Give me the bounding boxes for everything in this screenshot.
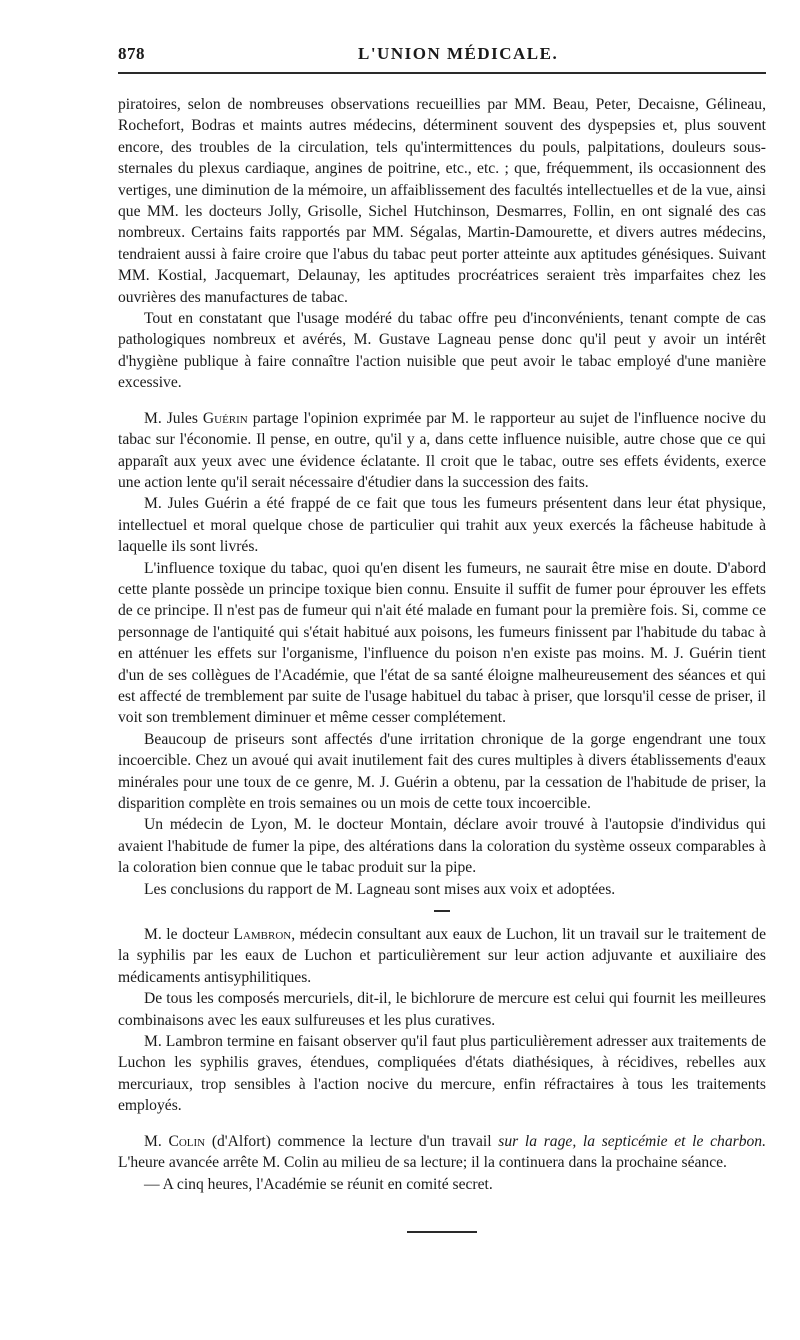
paragraph-9 [118, 924, 766, 988]
page-number: 878 [118, 44, 145, 63]
paragraph-7: Un médecin de Lyon, M. le docteur Montain, déclare avoir trouvé à l'autopsie d'individus qui avaient l'habitude de fumer la pipe, des altérations dans la coloration du système osseux comparables à la coloration bien connue que le tabac produit sur la pipe. [118, 816, 766, 877]
paragraph-3-text: partage l'opinion exprimée par M. le rapporteur au sujet de l'influence nocive du tabac sur l'économie. Il pense, en outre, qu'il y a, dans cette influence nuisible, autre chose que ce qui apparaît aux yeux avec une évidence éclatante. Il croit que le tabac, outre ses effets évidents, exerce une action lente qu'il serait nécessaire d'étudier dans la succession des faits. [118, 409, 766, 491]
paragraph-3 [118, 408, 766, 494]
paragraph-12-text: (d'Alfort) commence la lecture d'un travail [205, 1132, 499, 1150]
paragraph-9-lead: M. le docteur [144, 926, 234, 944]
work-title: sur la rage, la septicémie et le charbon. [498, 1132, 766, 1150]
running-title: L'UNION MÉDICALE. [358, 44, 559, 63]
article-body [118, 94, 766, 1233]
paragraph-4: M. Jules Guérin a été frappé de ce fait que tous les fumeurs présentent dans leur état physique, intellectuel et moral quelque chose de particulier qui trahit aux yeux exercés la fâcheuse habitude à laquelle ils sont livrés. [118, 495, 766, 556]
paragraph-12-end: L'heure avancée arrête M. Colin au milieu de sa lecture; il la continuera dans la prochaine séance. [118, 1154, 727, 1172]
paragraph-11: M. Lambron termine en faisant observer qu'il faut plus particulièrement adresser aux traitements de Luchon les syphilis graves, étendues, compliquées d'états diathésiques, à récidives, rebelles aux mercuriaux, trop sensibles à l'action nocive du mercure, enfin réfractaires à tous les traitements employés. [118, 1033, 766, 1115]
paragraph-5: L'influence toxique du tabac, quoi qu'en disent les fumeurs, ne saurait être mise en doute. D'abord cette plante possède un principe toxique bien connu. Ensuite il suffit de fumer pour éprouver les effets de ce principe. Il n'est pas de fumeur qui n'ait été malade en fumant pour la première fois. Si, comme ce personnage de l'antiquité qui s'était habitué aux poisons, les fumeurs finissent par l'habitude du tabac à en atténuer les effets sur l'organisme, l'influence du poison n'en existe pas moins. M. J. Guérin tient d'un de ses collègues de l'Académie, que l'état de sa santé éloigne malheureusement des séances et qui est affecté de tremblement par suite de l'usage habituel du tabac à priser, que lorsqu'il cesse de priser, il voit son tremblement diminuer et même cesser complétement. [118, 559, 766, 727]
speaker-name: Guérin [202, 409, 248, 427]
section-separator [434, 910, 450, 912]
speaker-name: Lambron [233, 926, 292, 944]
paragraph-10: De tous les composés mercuriels, dit-il, le bichlorure de mercure est celui qui fournit les meilleures combinaisons avec les eaux sulfureuses et les plus curatives. [118, 990, 766, 1029]
paragraph-12-lead: M. [144, 1132, 169, 1150]
paragraph-12 [118, 1131, 766, 1174]
paragraph-9-text: , médecin consultant aux eaux de Luchon, lit un travail sur le traitement de la syphilis par les eaux de Luchon et particulièrement sur leur action adjuvante et auxiliaire des médicaments antisyphilitiques. [118, 926, 766, 986]
paragraph-1: piratoires, selon de nombreuses observations recueillies par MM. Beau, Peter, Decaisne, Gélineau, Rochefort, Bodras et maints autres médecins, déterminent souvent des dyspepsies et, plus souvent encore, des troubles de la circulation, tels qu'intermittences du pouls, palpitations, douleurs sous-sternales du plexus cardiaque, angines de poitrine, etc., etc. ; que, fréquemment, ils occasionnent des vertiges, une diminution de la mémoire, un affaiblissement des facultés intellectuelles et de la vue, ainsi que MM. les docteurs Jolly, Grisolle, Sichel Hutchinson, Desmarres, Follin, en ont signalé des cas nombreux. Certains faits rapportés par MM. Ségalas, Martin-Damourette, et divers autres médecins, tendraient aussi à faire croire que l'abus du tabac peut porter atteinte aux aptitudes génésiques. Suivant MM. Kostial, Jacquemart, Delaunay, les aptitudes procréatrices seraient très imparfaites chez les ouvrières des manufactures de tabac. [118, 96, 766, 306]
end-rule [407, 1231, 477, 1233]
page-header [118, 38, 766, 74]
paragraph-13: — A cinq heures, l'Académie se réunit en comité secret. [144, 1175, 493, 1193]
paragraph-2: Tout en constatant que l'usage modéré du tabac offre peu d'inconvénients, tenant compte de cas pathologiques nombreux et avérés, M. Gustave Lagneau pense donc qu'il peut y avoir un intérêt d'hygiène publique à faire connaître l'action nuisible que peut avoir le tabac employé d'une manière excessive. [118, 310, 766, 392]
paragraph-6: Beaucoup de priseurs sont affectés d'une irritation chronique de la gorge engendrant une toux incoercible. Chez un avoué qui avait inutilement fait des cures multiples à divers établissements d'eaux minérales pour une toux de ce genre, M. J. Guérin a obtenu, par la cessation de l'habitude de priser, la disparition complète en trois semaines ou un mois de cette toux incoercible. [118, 730, 766, 812]
paragraph-3-lead: M. Jules [144, 409, 203, 427]
paragraph-8: Les conclusions du rapport de M. Lagneau sont mises aux voix et adoptées. [144, 880, 616, 898]
speaker-name: Colin [168, 1132, 206, 1150]
